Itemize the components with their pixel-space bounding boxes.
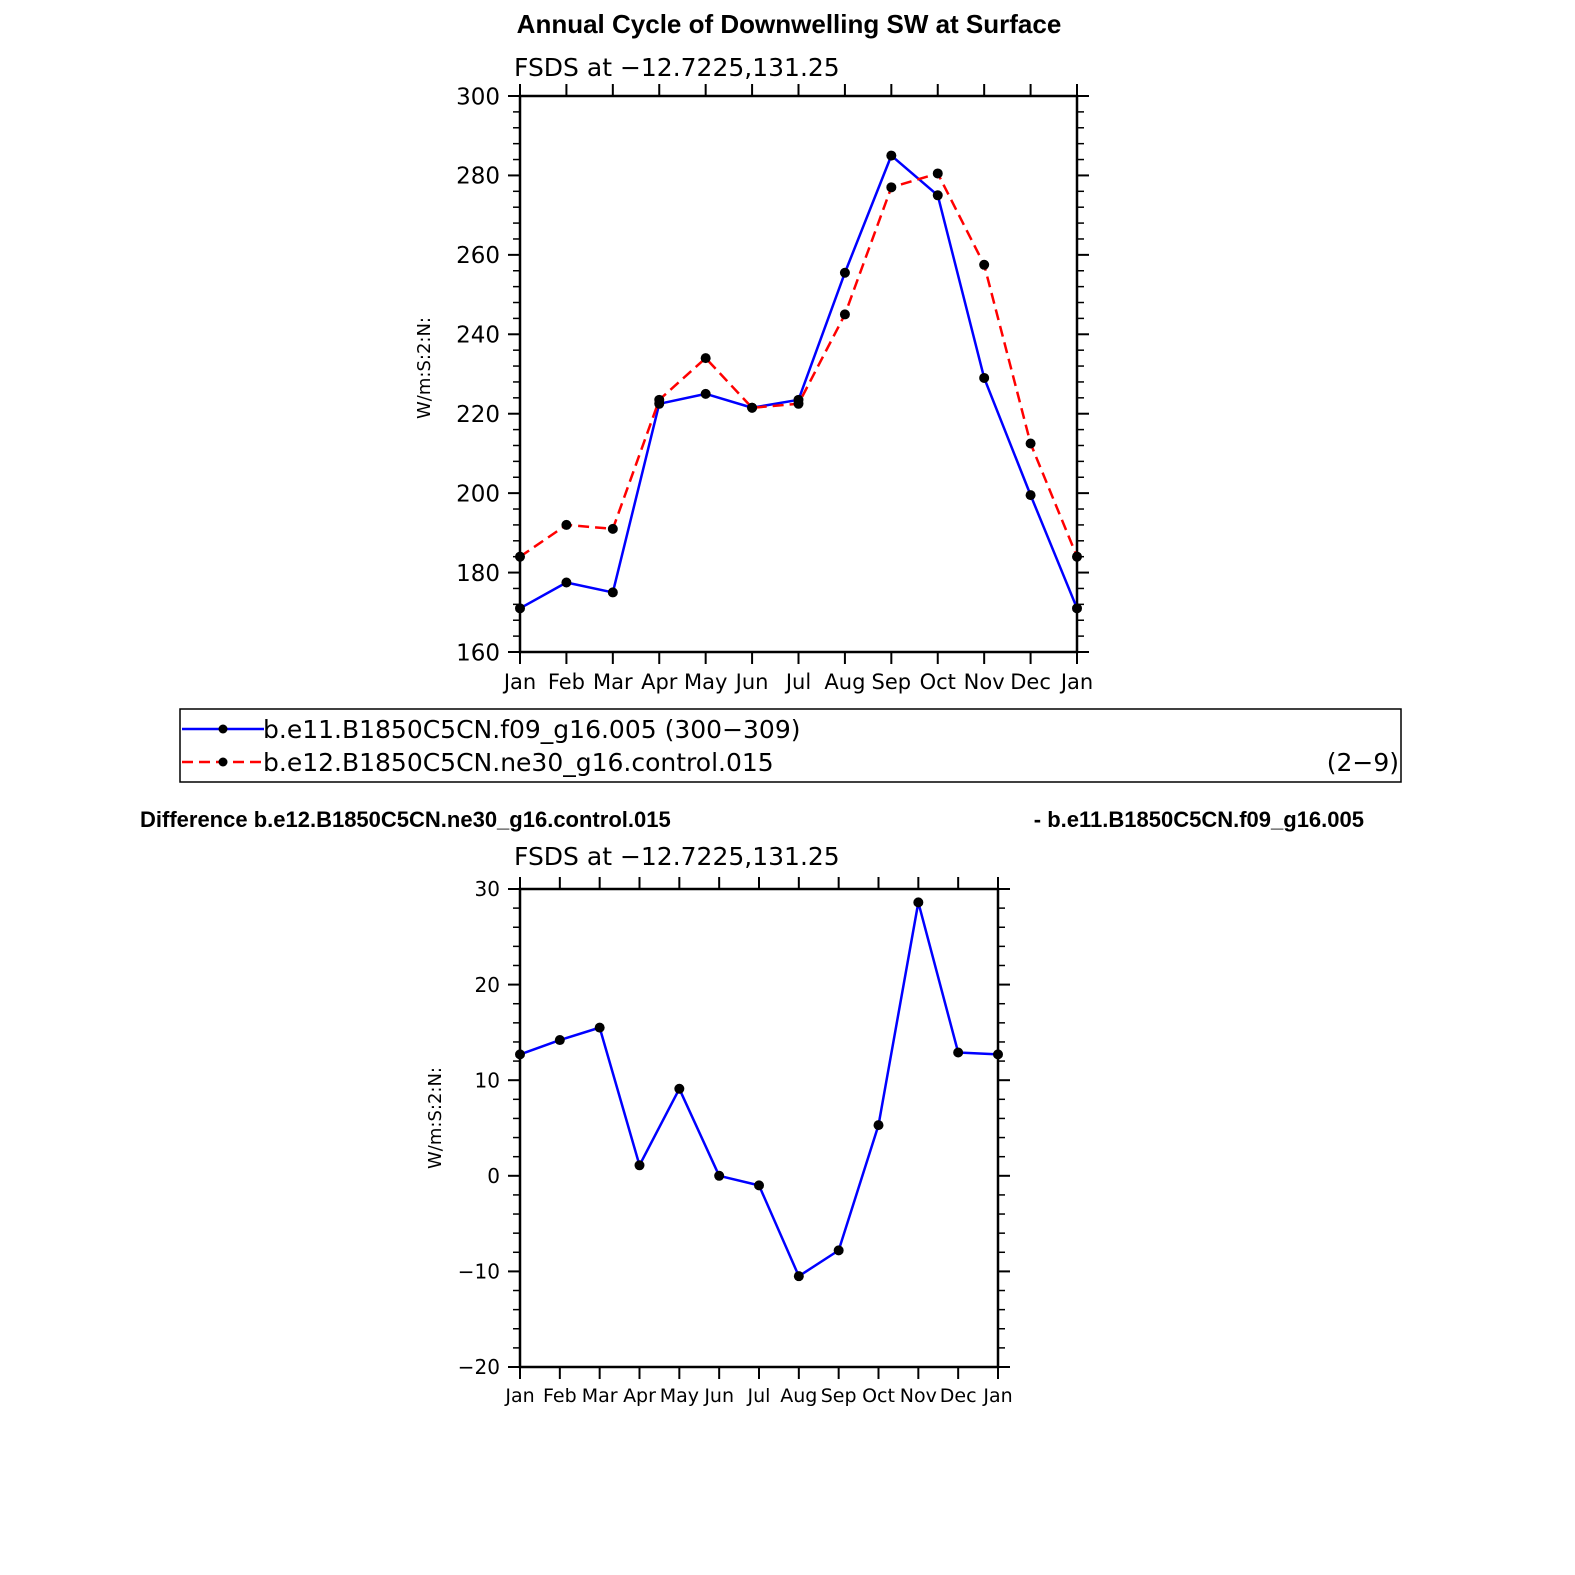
main-title: Annual Cycle of Downwelling SW at Surface [516,9,1062,39]
chart2-xtick-label: Mar [581,1385,618,1407]
chart2-xtick-label: Feb [543,1385,577,1407]
chart1-series-2-point [794,399,804,409]
chart1-xtick-label: Nov [963,670,1005,694]
legend-marker-red [219,758,228,767]
chart1-xtick-label: Apr [641,670,678,694]
chart2-xtick-label: Oct [862,1385,895,1407]
chart1-xtick-label: Dec [1010,670,1051,694]
chart1-series-1-line [520,156,1077,609]
chart2-series-1-point [913,897,923,907]
chart2-series-1-point [595,1023,605,1033]
chart2-series-1-point [714,1171,724,1181]
chart1-series-2-point [1072,552,1082,562]
chart2-series-1-point [794,1271,804,1281]
annual-cycle-chart [414,53,1093,694]
chart1-series-1-point [515,603,525,613]
chart1-series-1-point [933,190,943,200]
chart1-xtick-label: Feb [547,670,586,694]
chart1-ytick-label: 200 [456,481,500,508]
chart1-series-2-point [840,309,850,319]
chart2-xtick-label: Jan [983,1385,1013,1407]
chart2-xtick-label: May [659,1385,699,1407]
chart2-xtick-label: Aug [780,1385,818,1407]
legend-label-series1: b.e11.B1850C5CN.f09_g16.005 (300−309) [263,715,801,744]
chart1-series-2-line [520,173,1077,556]
chart2-series-1-point [754,1180,764,1190]
chart1-xtick-label: May [683,670,728,694]
chart1-series-2-point [747,403,757,413]
chart1-series-1-point [701,389,711,399]
chart2-subtitle: FSDS at −12.7225,131.25 [514,842,840,871]
legend-label-series2: b.e12.B1850C5CN.ne30_g16.control.015 [263,748,774,777]
chart1-series-2-point [654,395,664,405]
diff-title-right: - b.e11.B1850C5CN.f09_g16.005 [1033,807,1364,832]
chart1-ylabel: W/m:S:2:N: [414,317,435,419]
chart1-xtick-label: Sep [871,670,912,694]
chart1-subtitle: FSDS at −12.7225,131.25 [514,53,840,82]
chart1-series-1-point [1072,603,1082,613]
chart1-xtick-label: Jun [735,670,769,694]
chart1-series-2-point [515,552,525,562]
chart2-series-1-point [635,1160,645,1170]
chart2-ylabel: W/m:S:2:N: [425,1067,446,1169]
chart1-series-2-point [1026,439,1036,449]
chart2-ytick-label: 30 [474,877,500,902]
chart1-series-2-point [979,260,989,270]
chart1-plot-frame [520,96,1077,652]
chart2-series-1-point [515,1049,525,1059]
chart2-xtick-label: Jun [704,1385,735,1407]
chart2-ytick-label: −10 [457,1259,500,1284]
chart2-ytick-label: 0 [487,1164,500,1188]
chart2-xtick-label: Apr [623,1385,656,1407]
chart2-ytick-label: −20 [457,1355,500,1380]
chart1-ytick-label: 220 [456,401,500,428]
chart1-xtick-label: Mar [593,670,633,694]
chart2-xtick-label: Jul [747,1385,771,1407]
chart1-xtick-label: Aug [824,670,866,694]
chart1-xtick-label: Jan [1060,670,1094,694]
chart1-series-2-point [933,168,943,178]
chart2-series-1-point [874,1120,884,1130]
legend [180,709,1401,782]
chart1-xtick-label: Jan [503,670,537,694]
difference-chart [425,842,1013,1407]
chart2-ytick-label: 10 [474,1068,500,1093]
chart2-ytick-label: 20 [474,972,500,997]
chart2-xtick-label: Jan [505,1385,535,1407]
diff-title-left: Difference b.e12.B1850C5CN.ne30_g16.control.015 [140,807,671,832]
chart2-series-1-point [674,1084,684,1094]
chart1-xtick-label: Jul [785,670,812,694]
chart2-series-1-point [834,1245,844,1255]
chart1-series-1-point [840,268,850,278]
chart2-xtick-label: Nov [899,1385,937,1407]
chart2-series-1-point [993,1049,1003,1059]
chart2-series-1-point [953,1047,963,1057]
chart1-ytick-label: 240 [456,322,500,349]
chart2-xtick-label: Dec [939,1385,977,1407]
legend-marker-blue [219,725,228,734]
legend-label-series2-years: (2−9) [1326,748,1399,777]
chart1-ytick-label: 160 [456,640,500,667]
chart1-series-1-point [886,151,896,161]
chart1-series-2-point [561,520,571,530]
chart1-ytick-label: 260 [456,243,500,270]
chart1-series-1-point [561,578,571,588]
chart2-series-1-line [520,902,998,1276]
chart1-series-1-point [608,587,618,597]
chart1-ytick-label: 300 [456,84,500,111]
chart1-series-2-point [701,353,711,363]
chart1-series-2-point [608,524,618,534]
chart1-series-1-point [1026,490,1036,500]
chart2-xtick-label: Sep [820,1385,857,1407]
chart2-plot-frame [520,889,998,1367]
chart1-series-1-point [979,373,989,383]
chart2-series-1-point [555,1035,565,1045]
chart1-ytick-label: 280 [456,163,500,190]
chart1-xtick-label: Oct [919,670,956,694]
chart1-ytick-label: 180 [456,560,500,587]
chart1-series-2-point [886,182,896,192]
